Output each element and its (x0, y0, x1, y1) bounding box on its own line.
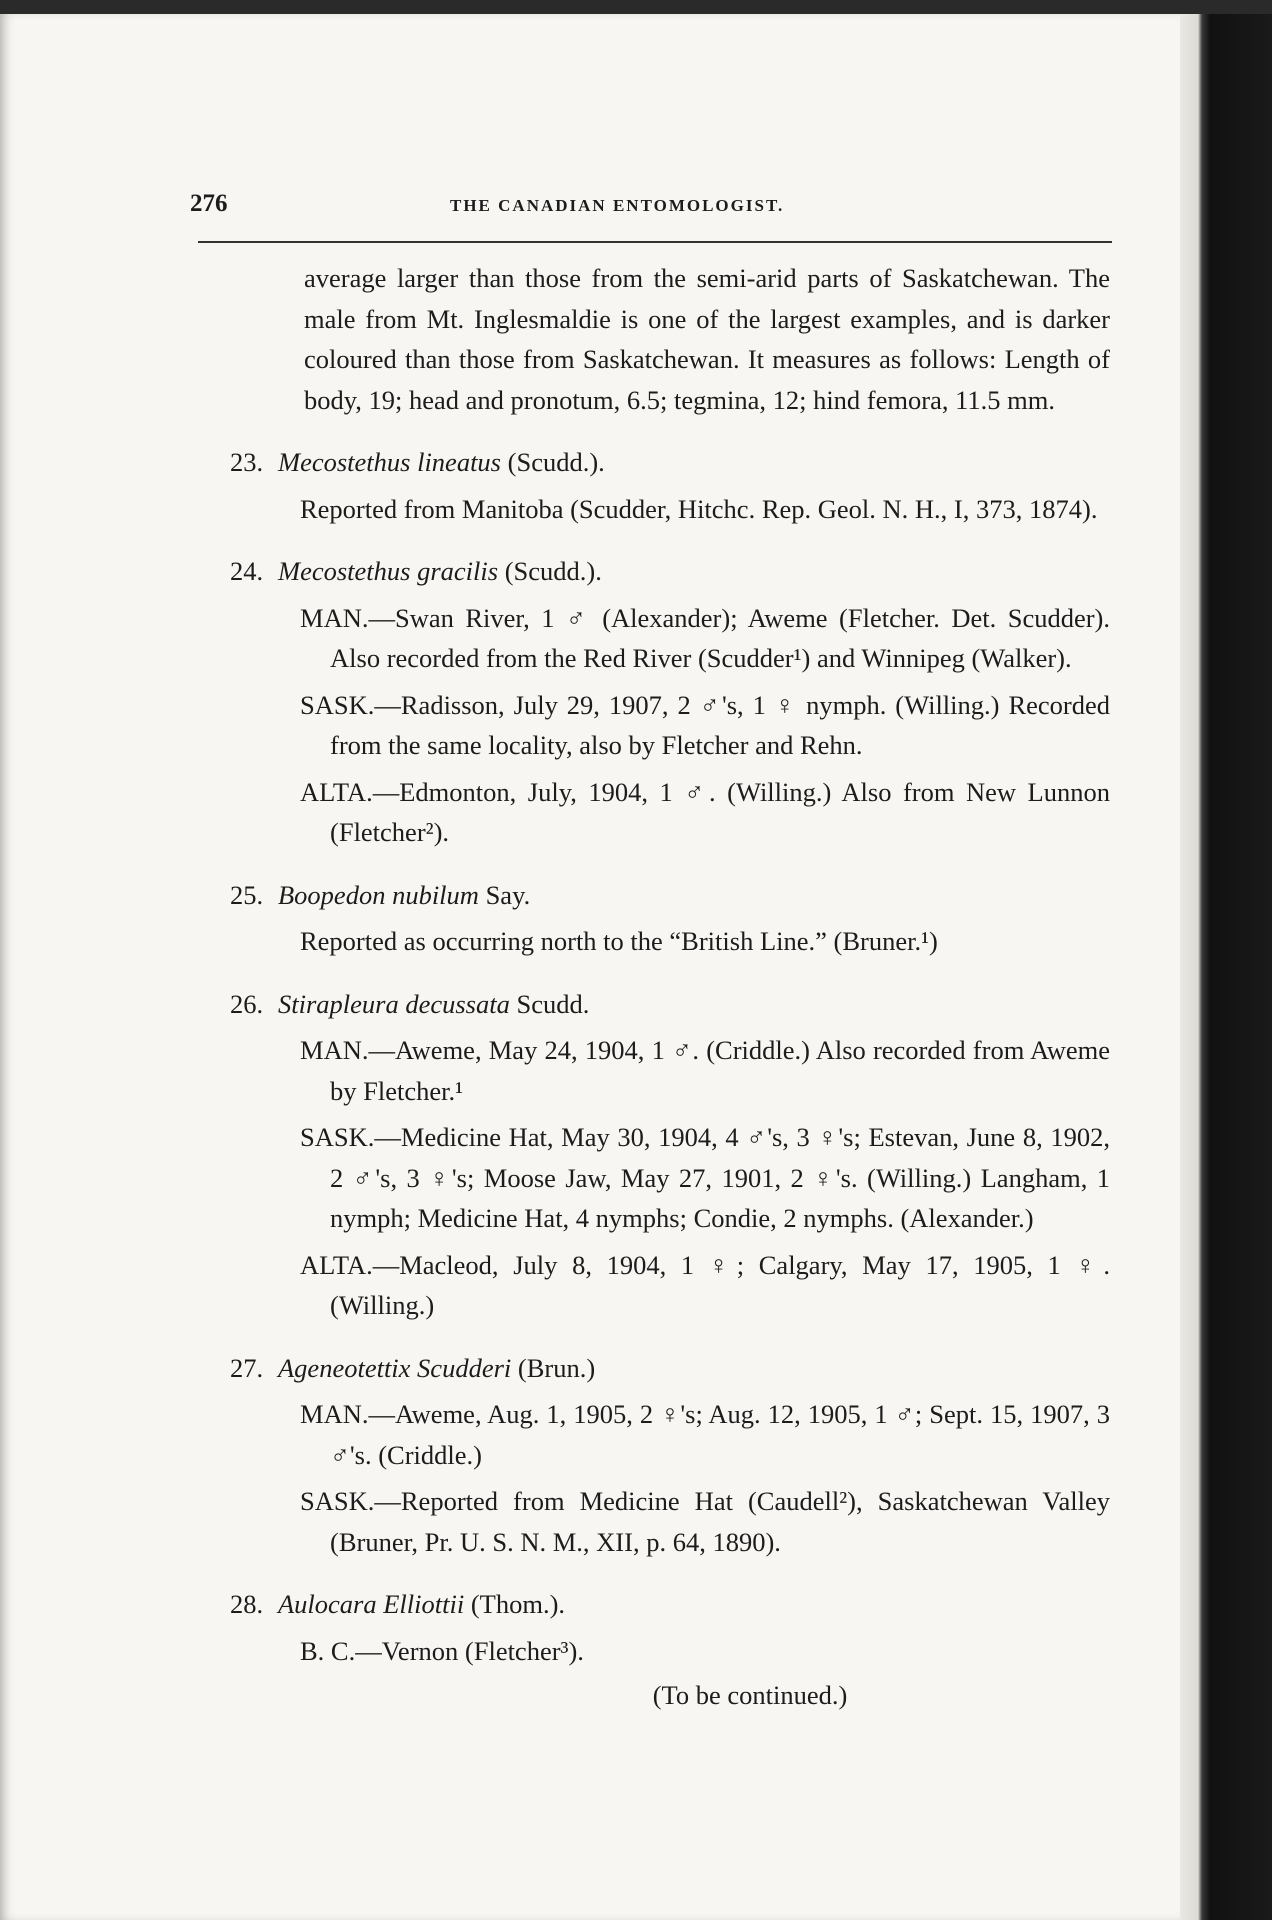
locality-record: SASK.—Medicine Hat, May 30, 1904, 4 ♂'s, 3 ♀'s; Estevan, June 8, 1902, 2 ♂'s, 3 ♀'s; Moose Jaw, May 27, 1901, 2 ♀'s. (Willing.) Langham, 1 nymph; Medicine Hat, 4 nymphs; Condie, 2 nymphs. (Alexander.) (300, 1122, 1110, 1233)
header-rule (198, 241, 1112, 243)
locality-record: MAN.—Aweme, Aug. 1, 1905, 2 ♀'s; Aug. 12, 1905, 1 ♂; Sept. 15, 1907, 3 ♂'s. (Criddle.) (300, 1399, 1110, 1470)
species-name (278, 447, 605, 477)
species-binomial: Boopedon nubilum (278, 879, 479, 910)
species-authority: Say. (485, 879, 531, 910)
species-heading (230, 551, 1110, 592)
species-authority: (Scudd.). (504, 556, 602, 586)
species-name (278, 1353, 595, 1383)
species-binomial: Aulocara Elliottii (278, 1589, 465, 1619)
species-binomial: Stirapleura decussata (278, 988, 510, 1019)
species-number: 24. (230, 556, 264, 586)
species-number: 26. (230, 988, 264, 1019)
species-name (278, 989, 589, 1019)
species-heading (230, 984, 1110, 1025)
species-binomial: Mecostethus gracilis (278, 556, 499, 586)
running-head (190, 190, 1120, 224)
species-authority: (Thom.). (470, 1589, 566, 1619)
species-binomial: Mecostethus lineatus (278, 447, 501, 477)
species-entry (230, 442, 1110, 529)
species-heading (230, 875, 1110, 916)
species-name (278, 880, 530, 910)
species-number: 25. (230, 879, 264, 910)
species-heading (230, 1348, 1110, 1389)
locality-record: B. C.—Vernon (Fletcher³). (300, 1635, 584, 1666)
locality-record: MAN.—Swan River, 1 ♂ (Alexander); Aweme (Fletcher. Det. Scudder). Also recorded from the Red River (Scudder¹) and Winnipeg (Walker). (300, 602, 1110, 673)
page-gutter-edge (1180, 14, 1272, 1920)
species-number: 28. (230, 1589, 264, 1619)
page-body (230, 258, 1110, 1716)
species-authority: (Scudd.). (507, 447, 605, 477)
species-number: 27. (230, 1352, 264, 1383)
species-entry (230, 1584, 1110, 1671)
locality-record: Reported as occurring north to the “British Line.” (Bruner.¹) (300, 926, 938, 956)
page-number: 276 (190, 190, 228, 217)
scan-top-border (0, 0, 1272, 14)
species-authority: Scudd. (516, 988, 590, 1019)
species-name (278, 556, 602, 586)
species-authority: (Brun.) (517, 1352, 596, 1383)
species-number: 23. (230, 447, 264, 477)
species-binomial: Ageneotettix Scudderi (278, 1352, 512, 1383)
locality-record: ALTA.—Macleod, July 8, 1904, 1 ♀; Calgary, May 17, 1905, 1 ♀. (Willing.) (300, 1249, 1110, 1320)
locality-record: Reported from Manitoba (Scudder, Hitchc. Rep. Geol. N. H., I, 373, 1874). (300, 493, 1098, 524)
locality-record: MAN.—Aweme, May 24, 1904, 1 ♂. (Criddle.) Also recorded from Aweme by Fletcher.¹ (300, 1035, 1110, 1106)
species-heading (230, 442, 1110, 483)
species-entry (230, 551, 1110, 853)
locality-record: SASK.—Reported from Medicine Hat (Caudell²), Saskatchewan Valley (Bruner, Pr. U. S. N. M., XII, p. 64, 1890). (300, 1486, 1110, 1557)
intro-paragraph: average larger than those from the semi-arid parts of Saskatchewan. The male from Mt. Inglesmaldie is one of the largest examples, and is darker coloured than those from Saskatchewan. It measures as follows: Length of body, 19; head and pronotum, 6.5; tegmina, 12; hind femora, 11.5 mm. (304, 263, 1110, 415)
locality-record: ALTA.—Edmonton, July, 1904, 1 ♂. (Willing.) Also from New Lunnon (Fletcher²). (300, 776, 1110, 847)
species-list (230, 442, 1110, 1671)
journal-title: THE CANADIAN ENTOMOLOGIST. (450, 196, 785, 215)
species-heading (230, 1584, 1110, 1625)
species-name (278, 1589, 565, 1619)
species-entry (230, 875, 1110, 962)
species-entry (230, 984, 1110, 1326)
continued-note: (To be continued.) (652, 1680, 848, 1710)
locality-record: SASK.—Radisson, July 29, 1907, 2 ♂'s, 1 ♀ nymph. (Willing.) Recorded from the same locality, also by Fletcher and Rehn. (300, 689, 1110, 760)
species-entry (230, 1348, 1110, 1563)
